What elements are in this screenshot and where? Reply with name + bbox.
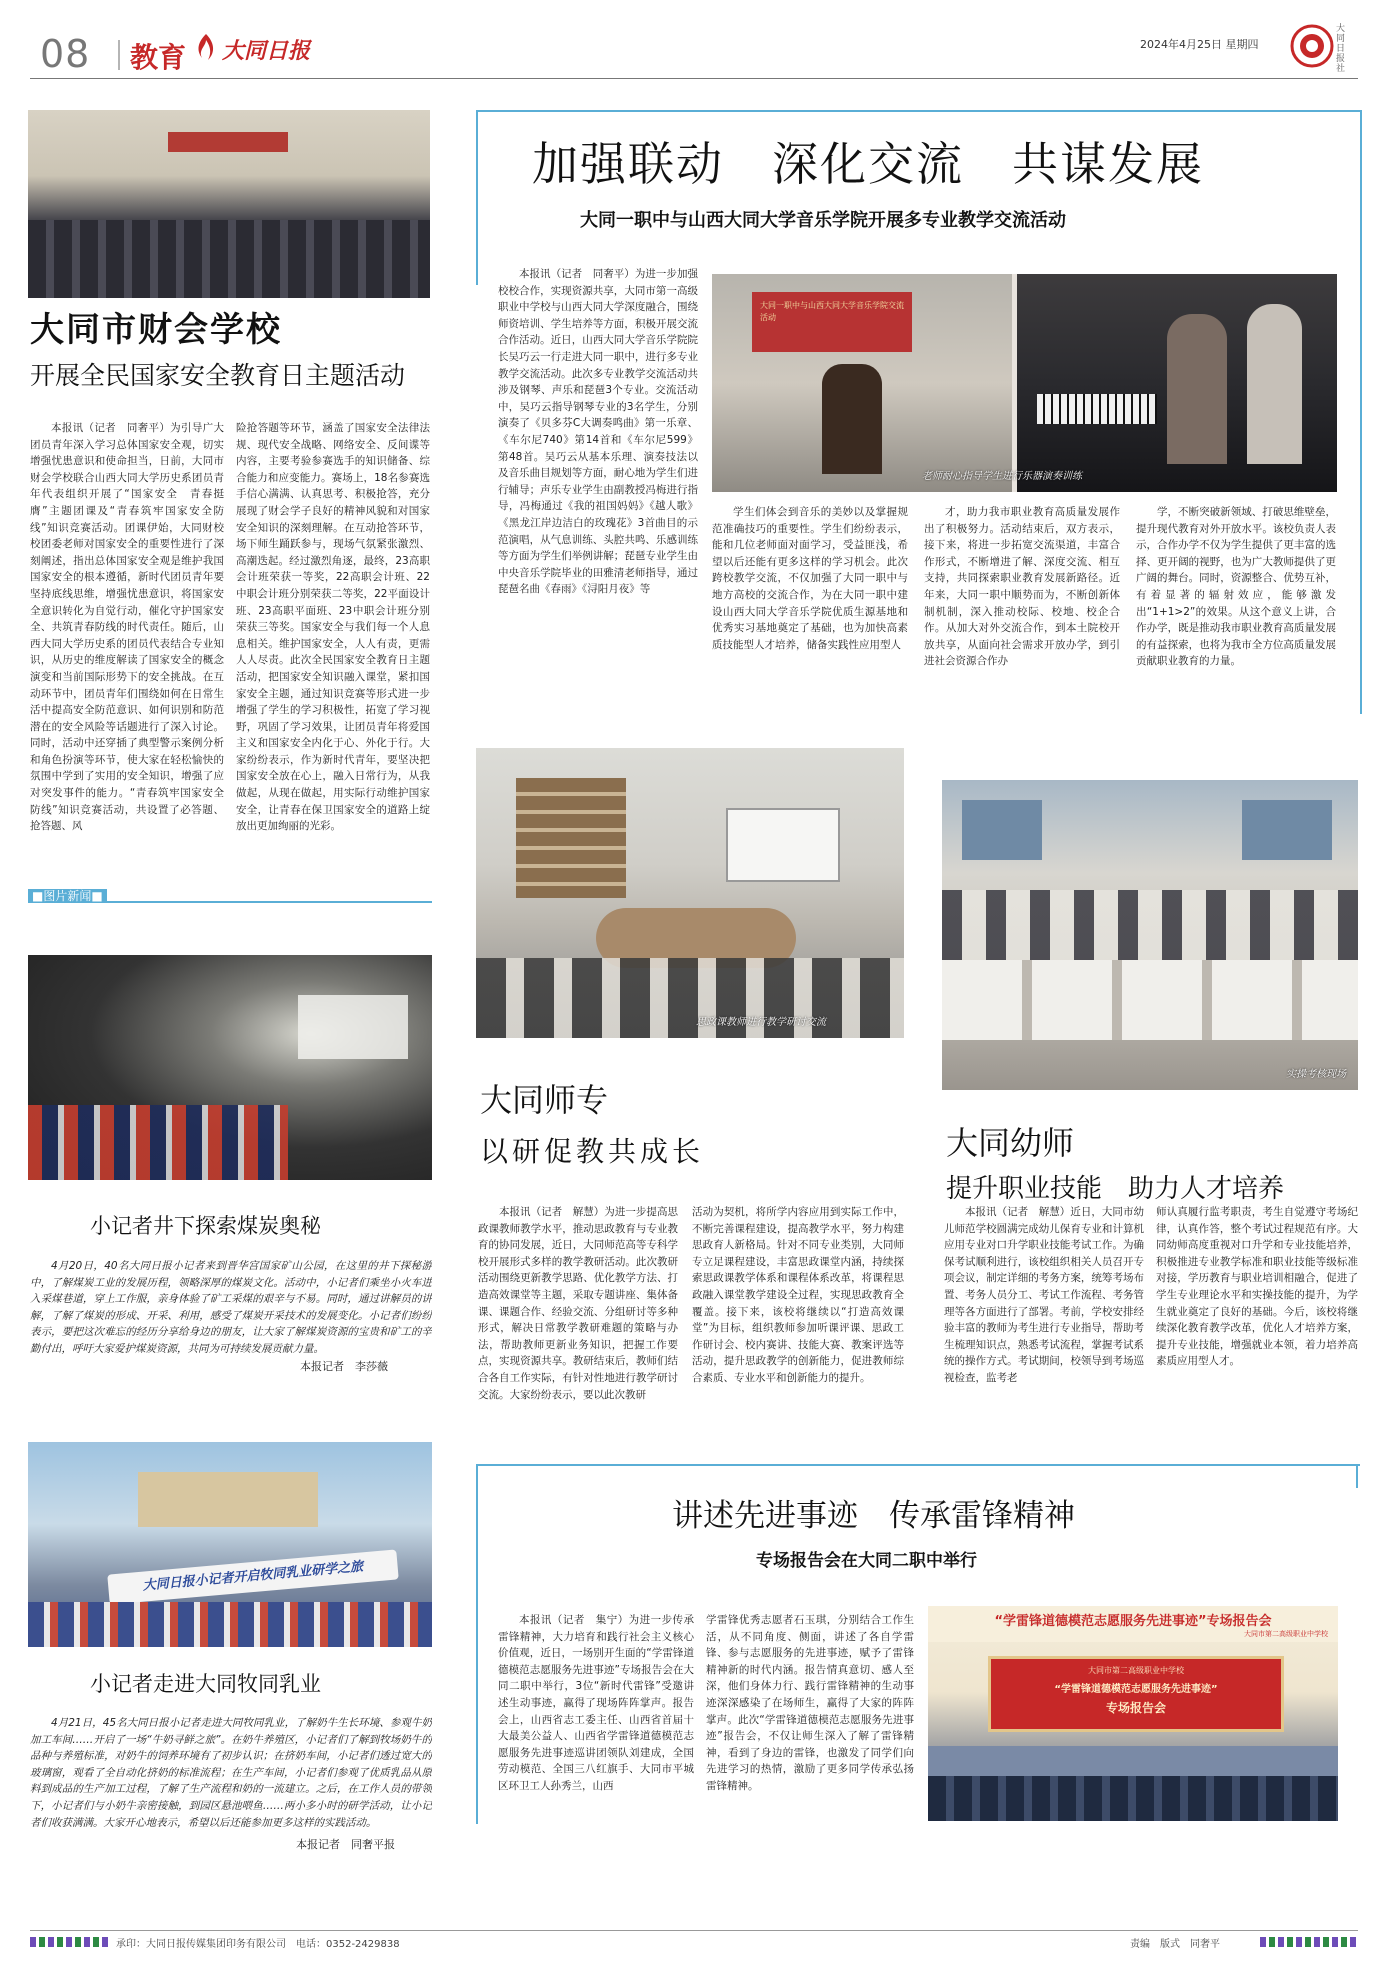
- mine-title: 小记者井下探索煤炭奥秘: [90, 1214, 321, 1238]
- header-rule: [30, 78, 1358, 79]
- caihui-body-col2: 险抢答题等环节，涵盖了国家安全法律法规、现代安全战略、网络安全、反间谍等内容，主要考验参赛选手的知识储备、综合能力和应变能力。赛场上，18名参赛选手信心满满、认真思考、积极抢答，充分展现了财会学子良好的精神风貌和对国家安全知识的深刻理解。在互动抢答环节，场下师生踊跃参与，现场气氛紧张激烈、高潮迭起。经过激烈角逐，最终，23高职会计班荣获一等奖，22高职会计班、22中职会计班分别荣获二等奖，22平面设计班、23高职平面班、23中职会计班分别荣获三等奖。国家安全与我们每一个人息息相关。维护国家安全，人人有责，更需人人尽责。此次全民国家安全教育日主题活动，把国家安全知识融入课堂，紧扣国家安全主题，通过知识竞赛等形式进一步增强了学生的学习积极性，拓宽了学习视野，巩固了学习效果，让团员青年将爱国主义和国家安全内化于心、外化于行。大家纷纷表示，作为新时代青年，要坚决把国家安全放在心上，融入日常行为，从我做起，从现在做起，用实际行动维护国家安全，让青春在保卫国家安全的道路上绽放出更加绚丽的光彩。: [236, 422, 430, 833]
- caihui-subtitle: 开展全民国家安全教育日主题活动: [30, 361, 406, 390]
- leifeng-photo-banner-sub: 大同市第二高级职业中学校: [1244, 1630, 1328, 1638]
- yizhong-banner: [752, 292, 912, 352]
- yizhong-body-col4: 才，助力我市职业教育高质量发展作出了积极努力。活动结束后，双方表示，接下来，将进一步拓宽交流渠道，丰富合作形式，不断增进了解、深度交流、相互支持，共同探索职业教育发展新路径。近年来，大同一职中顺势而为，不断创新体制机制，深入推动校际、校地、校企合作。从加大对外交流合作，到本土院校开放共享，从面向社会需求开放办学，到引进社会资源合作办: [924, 506, 1120, 668]
- yizhong-subtitle: 大同一职中与山西大同大学音乐学院开展多专业教学交流活动: [580, 210, 1066, 231]
- yizhong-body-col5: 学，不断突破新领域、打破思维壁垒，提升现代教育对外开放水平。该校负责人表示，合作办学不仅为学生提供了更丰富的选择、更开阔的视野，也为广大教师提供了更广阔的舞台。同时，资源整合、优势互补，有着显著的辐射效应，能够激发出“1+1>2”的效果。从这个意义上讲，合作办学，既是推动我市职业教育高质量发展的有益探索，也将为我市全方位高质量发展贡献职业教育的力量。: [1136, 506, 1336, 668]
- yizhong-body-col3: 学生们体会到音乐的美妙以及掌握规范准确技巧的重要性。学生们纷纷表示，能和几位老师面对面学习，受益匪浅，希望以后还能有更多这样的学习机会。此次跨校教学交流，不仅加强了大同一职中与地方高校的交流合作，为在大同一职中建设山西大同大学音乐学院优质生源基地和优秀实习基地奠定了基础，也为加快高素质技能型人才培养，储备实践性应用型人: [712, 506, 908, 651]
- classroom-students: [28, 220, 430, 298]
- yizhong-photo-right: [1017, 274, 1337, 492]
- footer-color-bars: [30, 1937, 110, 1947]
- yizhong-photo: [712, 274, 1337, 492]
- yizhong-photo-caption: 老师耐心指导学生进行乐器演奏训练: [922, 471, 1082, 482]
- photo-news-label: [28, 885, 432, 903]
- seal-text: 大同日报社: [1336, 24, 1346, 74]
- paper-logo-text: 大同日报: [222, 38, 311, 64]
- footer-printer: 承印：大同日报传媒集团印务有限公司 电话：0352-2429838: [116, 1939, 400, 1950]
- dairy-title: 小记者走进大同牧同乳业: [90, 1672, 321, 1696]
- dairy-body: 4月21日，45名大同日报小记者走进大同牧同乳业，了解奶牛生长环境、参观牛奶加工车间……开启了一场“牛奶寻鲜之旅”。在奶牛养殖区，小记者们了解到牧场奶牛的品种与养殖标准，对奶牛的饲养环境有了初步认识；在挤奶车间，小记者们透过宽大的玻璃窗，观看了全自动化挤奶的标准流程；在生产车间，小记者们参观了优质乳品从原料到成品的生产加工过程，了解了生产流程和奶的一流建立。之后，在工作人员的带领下，小记者们与小奶牛亲密接触，到园区悬池喂鱼……两小多小时的研学活动，让小记者们收获满满。大家开心地表示，希望以后还能参加更多这样的实践活动。: [30, 1717, 432, 1829]
- youshi-photo-caption: 实操考核现场: [1286, 1069, 1346, 1080]
- shizhuan-photo-caption: 思政课教师进行教学研讨交流: [696, 1017, 826, 1028]
- helmets: [28, 1105, 288, 1180]
- youshi-subtitle: 提升职业技能 助力人才培养: [946, 1174, 1285, 1204]
- mine-byline: 本报记者 李莎薇: [300, 1360, 388, 1373]
- youshi-body-col1: 本报讯（记者 解慧）近日，大同市幼儿师范学校圆满完成幼儿保育专业和计算机应用专业对口升学职业技能考试工作。为确保考试顺利进行，该校组织相关人员召开专项会议，制定详细的考务方案，统筹考场布置、考务人员分工、考试工作流程、考务管理等各方面进行了部署。考前，学校安排经验丰富的教师为考生进行专业指导，帮助考生梳理知识点，熟悉考试流程，掌握考试系统的操作方式。考试期间，校领导到考场巡视检查，监考老: [944, 1206, 1144, 1384]
- seal-icon: [1290, 24, 1334, 68]
- shizhuan-body-col2: 活动为契机，将所学内容应用到实际工作中，不断完善课程建设，提高教学水平，努力构建思政育人新格局。针对不同专业类别，大同师专立足课程建设，丰富思政课堂内涵，持续探索思政课教学体系和课程体系改革，将课程思政融入课堂教学建设全过程，实现思政教育全覆盖。接下来，该校将继续以“打造高效课堂”为目标，组织教师参加听课评课、思政工作研讨会、校内赛讲、技能大赛、教案评选等活动，提升思政教学的创新能力，促进教师综合素质、专业水平和创新能力的提升。: [692, 1206, 904, 1384]
- leifeng-photo-banner-title: “学雷锋道德模范志愿服务先进事迹”专场报告会: [994, 1614, 1272, 1629]
- caihui-photo: [28, 110, 430, 298]
- page-number: 08: [40, 32, 91, 76]
- photo-news-label-text: ■图片新闻■: [28, 889, 107, 903]
- leifeng-frame-right: [1356, 1464, 1358, 1488]
- footer-color-bars-right: [1260, 1937, 1358, 1947]
- flame-logo-icon: [192, 32, 220, 64]
- leifeng-subtitle: 专场报告会在大同二职中举行: [756, 1551, 977, 1571]
- caihui-body-col1: 本报讯（记者 同奢平）为引导广大团员青年深入学习总体国家安全观，切实增强忧患意识和使命担当，日前，大同市财会学校联合山西大同大学历史系团员青年代表组织开展了“国家安全 青春挺膺”主题团课及“青春筑牢国家安全防线”知识竞赛活动。团课伊始，大同财校校团委老师对国家安全的重要性进行了深刻阐述，指出总体国家安全观是维护我国国家安全的根本遵循，新时代团员青年要坚持底线思维，增强忧患意识，将国家安全意识转化为自觉行动，催化守护国家安全、共筑青春防线的时代责任。随后，山西大同大学历史系的团员代表结合专业知识，从历史的维度解读了国家安全的概念演变和当前国际形势下的安全挑战。在互动环节中，团员青年们围绕如何在日常生活中提高安全防范意识、如何识别和防范潜在的安全风险等话题进行了深入讨论。同时，活动中还穿插了典型警示案例分析和角色扮演等环节，使大家在轻松愉快的氛围中学到了实用的安全知识，增强了应对突发事件的能力。“青春筑牢国家安全防线”知识竞赛活动，共设置了必答题、抢答题、风: [30, 422, 224, 833]
- yizhong-frame-left: [476, 110, 478, 285]
- paper-seal: [1290, 24, 1334, 68]
- paper-logo: [192, 30, 312, 66]
- leifeng-screen: [988, 1656, 1284, 1732]
- leifeng-body-col2: 学雷锋优秀志愿者石玉琪，分别结合工作生活，从不同角度、侧面，讲述了各自学雷锋、参与志愿服务的先进事迹，赋予了雷锋精神新的时代内涵。报告情真意切、感人至深，他们身体力行、践行雷锋精神的生动事迹深深感染了在场师生，赢得了大家的阵阵掌声。此次“学雷锋道德模范志愿服务先进事迹”报告会，不仅让师生深入了解了雷锋精神，看到了身边的雷锋，也激发了同学们向先进学习的热情，激励了更多同学传承弘扬雷锋精神。: [706, 1614, 914, 1792]
- leifeng-screen-sub: 专场报告会: [1105, 1701, 1166, 1715]
- shizhuan-photo: [476, 748, 904, 1038]
- shizhuan-title: 大同师专: [480, 1081, 609, 1119]
- dairy-banner-text: 大同日报小记者开启牧同乳业研学之旅: [142, 1559, 364, 1594]
- youshi-title: 大同幼师: [946, 1124, 1075, 1162]
- yizhong-body-intro: 本报讯（记者 同奢平）为进一步加强校校合作，实现资源共享，大同市第一高级职业中学校与山西大同大学深度融合，围绕师资培训、学生培养等方面，积极开展交流合作活动。近日，山西大同大学音乐学院院长吴巧云一行走进大同一职中，进行多专业教学交流活动。此次多专业教学交流活动共涉及钢琴、声乐和琵琶3个专业。交流活动中，吴巧云指导钢琴专业的3名学生，分别演奏了《贝多芬C大调奏鸣曲》第一乐章、《车尔尼740》第14首和《车尔尼599》第48首。吴巧云从基本乐理、演奏技法以及音乐曲目规划等方面，耐心地为学生们进行辅导；声乐专业学生由副教授冯梅进行指导，冯梅通过《我的祖国妈妈》《越人歌》《黑龙江岸边洁白的玫瑰花》3首曲目的示范演唱，从气息训练、头腔共鸣、乐感训练等方面为学生们举例讲解；琵琶专业学生由中央音乐学院毕业的田雅清老师指导，通过琵琶名曲《春雨》《浔阳月夜》等: [498, 268, 698, 596]
- dairy-banner: [107, 1549, 399, 1604]
- footer-rule: [30, 1930, 1358, 1931]
- leifeng-title: 讲述先进事迹 传承雷锋精神: [672, 1498, 1075, 1534]
- leifeng-photo-banner: [928, 1606, 1338, 1642]
- leifeng-photo: [928, 1606, 1338, 1821]
- leifeng-screen-school: 大同市第二高级职业中学校: [1088, 1666, 1184, 1675]
- yizhong-banner-text: 大同一职中与山西大同大学音乐学院交流活动: [760, 301, 904, 322]
- issue-date: 2024年4月25日 星期四: [1140, 38, 1259, 51]
- mine-photo: [28, 955, 432, 1180]
- caihui-title: 大同市财会学校: [30, 310, 282, 350]
- section-name: 教育: [130, 41, 187, 74]
- yizhong-photo-left: [712, 274, 1012, 492]
- youshi-body-col2: 师认真履行监考职责，考生自觉遵守考场纪律，认真作答，整个考试过程规范有序。大同幼师高度重视对口升学和专业技能培养，积极推进专业教学标准和职业技能等级标准对接，学历教育与职业培训相融合，促进了学生专业理论水平和实操技能的提升，为学生就业奠定了良好的基础。今后，该校将继续深化教育教学改革，优化人才培养方案，提升专业技能，增强就业本领，着力培养高素质应用型人才。: [1156, 1206, 1358, 1368]
- youshi-desks: [942, 960, 1358, 1040]
- mine-body: 4月20日，40名大同日报小记者来到晋华宫国家矿山公园，在这里的井下探秘游中，了解煤炭工业的发展历程，领略深厚的煤炭文化。活动中，小记者们乘坐小火车进入采煤巷道，穿上工作服，亲身体验了矿工采煤的艰辛与不易。同时，通过讲解员的讲解，了解了煤炭的形成、开采、利用，感受了煤炭开采技术的发展变化。小记者们纷纷表示，要把这次难忘的经历分享给身边的朋友，让大家了解煤炭资源的宝贵和矿工的辛勤付出，呼吁大家爱护煤炭资源，共同为可持续发展贡献力量。: [30, 1260, 432, 1354]
- dairy-photo: [28, 1442, 432, 1647]
- header-divider: [118, 40, 120, 70]
- leifeng-body-col1: 本报讯（记者 集宁）为进一步传承雷锋精神，大力培育和践行社会主义核心价值观，近日，一场别开生面的“学雷锋道德模范志愿服务先进事迹”专场报告会在大同二职中举行，3位“新时代雷锋”受邀讲述生动事迹，赢得了现场阵阵掌声。报告会上，山西省志工委主任、山西省首届十大最美公益人、山西省学雷锋道德模范志愿服务先进事迹巡讲团领队刘建成，全国劳动模范、全国三八红旗手、大同市平城区环卫工人孙秀兰，山西: [498, 1614, 694, 1792]
- dairy-byline: 本报记者 同奢平报: [296, 1838, 395, 1851]
- youshi-photo: [942, 780, 1358, 1090]
- leifeng-screen-title: “学雷锋道德模范志愿服务先进事迹”: [1054, 1684, 1218, 1695]
- shizhuan-body-col1: 本报讯（记者 解慧）为进一步提高思政课教师教学水平，推动思政教育与专业教育的协同发展，近日，大同师范高等专科学校开展形式多样的教学教研活动。此次教研活动围绕更新教学思路、优化教学方法、打造高效课堂等主题，采取专题讲座、集体备课、课题合作、经验交流、分组研讨等多种形式，解决日常教学教研难题的策略与办法，帮助教师更新业务知识，把握工作要点，实现资源共享。教研结束后，教师们结合各自工作实际，有针对性地进行教学研讨交流。大家纷纷表示，要以此次教研: [478, 1206, 678, 1401]
- yizhong-title: 加强联动 深化交流 共谋发展: [532, 137, 1204, 191]
- footer-editor: 责编 版式 同奢平: [1130, 1939, 1220, 1950]
- shizhuan-subtitle: 以研促教共成长: [480, 1135, 705, 1168]
